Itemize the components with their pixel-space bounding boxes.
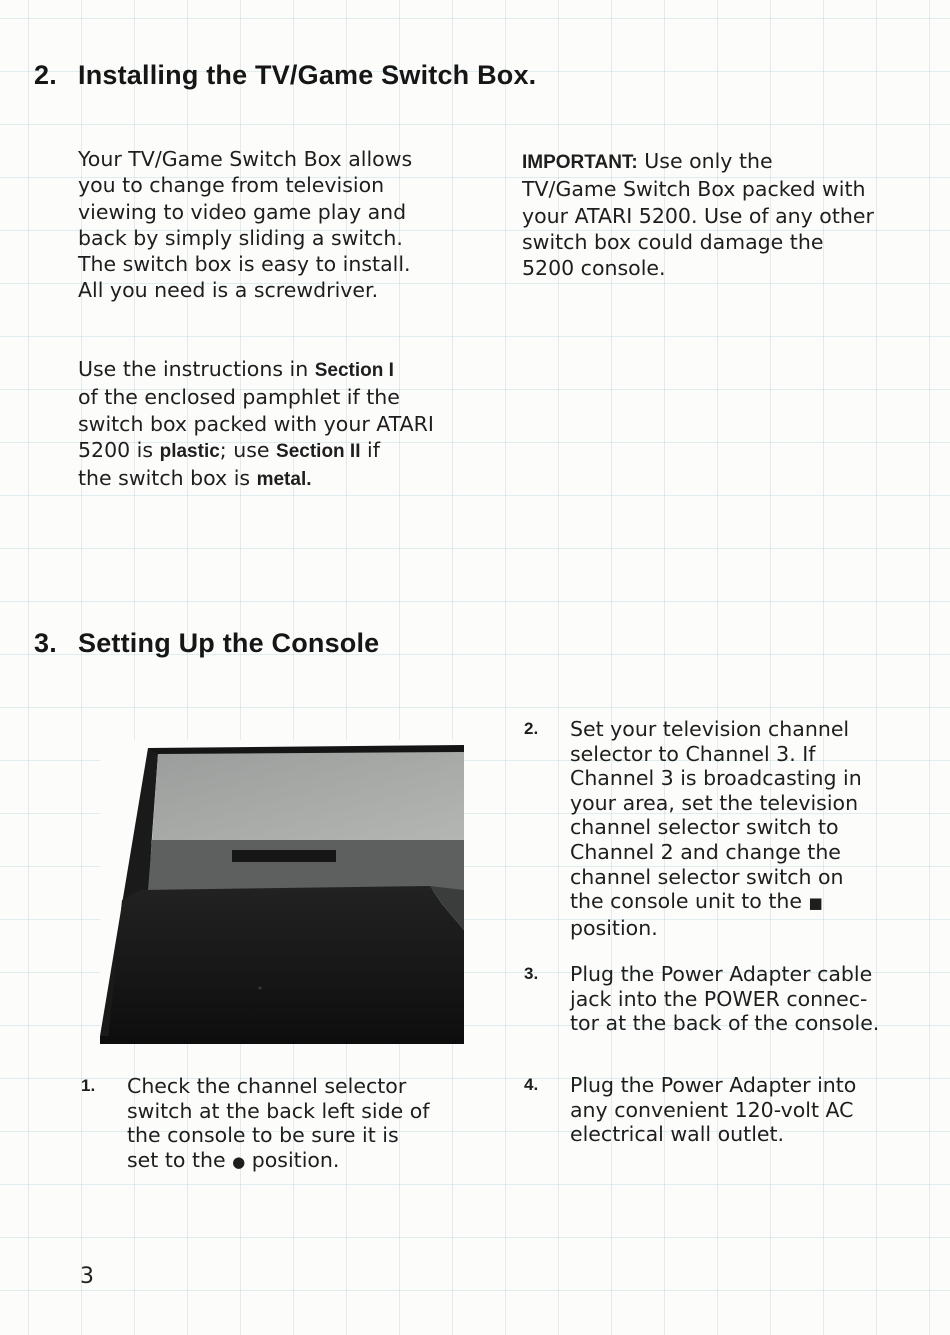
step-3 (524, 962, 880, 1036)
intro-paragraph (78, 146, 412, 304)
text-line: Channel 3 is broadcasting in (570, 766, 862, 791)
text-run: ; use (219, 437, 277, 462)
text-run: 5200 is (78, 437, 160, 462)
step-2 (524, 717, 862, 940)
text-line (78, 356, 434, 384)
text-line: All you need is a screwdriver. (78, 278, 379, 303)
text-line: jack into the POWER connec- (570, 986, 868, 1011)
text-line: channel selector switch to (570, 815, 839, 840)
text-line: TV/Game Switch Box packed with (522, 177, 866, 202)
text-run: Use the instructions in (78, 357, 315, 381)
text-line (78, 465, 434, 493)
text-run: set to the (127, 1147, 233, 1172)
text-line: Plug the Power Adapter cable (570, 962, 873, 986)
bold-run: Section II (276, 440, 361, 462)
text-line: your ATARI 5200. Use of any other (522, 203, 874, 228)
instructions-paragraph (78, 356, 434, 493)
text-line (570, 889, 862, 916)
text-line: of the enclosed pamphlet if the (78, 385, 400, 410)
text-line: your area, set the television (570, 790, 859, 815)
step-1 (81, 1074, 430, 1174)
console-photo (100, 740, 464, 1044)
text-line: Set your television channel (570, 717, 850, 741)
bold-run: metal. (256, 469, 312, 491)
section-3-heading (34, 628, 379, 659)
section-2-heading (34, 60, 536, 91)
text-line: electrical wall outlet. (570, 1122, 785, 1147)
text-line: back by simply sliding a switch. (78, 225, 403, 250)
step-number: 2. (524, 719, 539, 738)
text-run: the console unit to the (570, 889, 809, 914)
step-number: 1. (81, 1076, 96, 1095)
important-note (522, 148, 874, 281)
text-line: tor at the back of the console. (570, 1011, 880, 1036)
text-line: 5200 console. (522, 256, 666, 281)
text-line: you to change from television (78, 173, 385, 198)
text-line (78, 437, 434, 465)
text-line: channel selector switch on (570, 864, 844, 889)
text-line (522, 148, 874, 176)
text-line: Plug the Power Adapter into (570, 1073, 857, 1097)
text-line: viewing to video game play and (78, 199, 407, 224)
section-3-number: 3. (34, 628, 57, 658)
text-line: The switch box is easy to install. (78, 252, 411, 277)
page-number: 3 (80, 1264, 94, 1289)
text-run: the switch box is (78, 466, 257, 491)
text-line: Your TV/Game Switch Box allows (78, 147, 413, 171)
square-symbol-icon: ■ (808, 894, 823, 913)
bold-run: Section I (314, 360, 394, 381)
text-line: the console to be sure it is (127, 1123, 399, 1148)
bold-run: plastic (159, 440, 220, 462)
text-line: selector to Channel 3. If (570, 741, 816, 766)
text-run: position. (245, 1147, 340, 1172)
text-line: switch box could damage the (522, 229, 824, 254)
step-number: 3. (524, 964, 539, 983)
section-2-title: Installing the TV/Game Switch Box. (78, 60, 537, 90)
text-line: switch box packed with your ATARI (78, 411, 434, 436)
important-label: IMPORTANT: (522, 152, 638, 173)
text-run: if (360, 437, 380, 462)
text-run: Use only the (637, 149, 773, 173)
section-3-title: Setting Up the Console (78, 628, 380, 658)
text-line: Channel 2 and change the (570, 839, 841, 864)
text-line: Check the channel selector (127, 1074, 407, 1098)
step-number: 4. (524, 1075, 539, 1094)
section-2-number: 2. (34, 60, 57, 90)
text-line: switch at the back left side of (127, 1098, 430, 1123)
text-line (127, 1148, 429, 1175)
console-illustration (100, 740, 464, 1044)
text-line: position. (570, 915, 658, 940)
text-line: any convenient 120-volt AC (570, 1097, 854, 1122)
dot-symbol-icon: ● (232, 1152, 246, 1171)
step-4 (524, 1073, 857, 1147)
